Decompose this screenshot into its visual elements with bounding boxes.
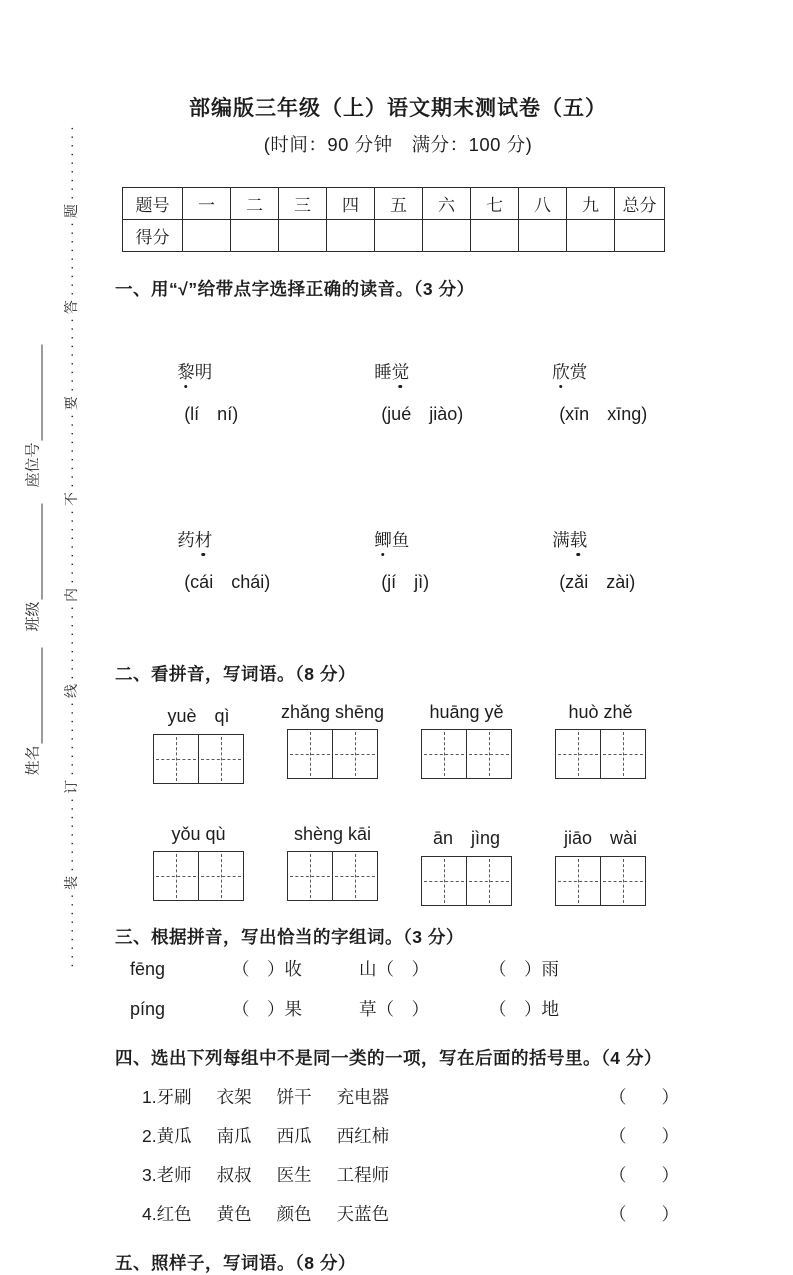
word-list — [142, 1195, 389, 1234]
word: 南瓜 — [216, 1126, 252, 1146]
grid-cell — [287, 729, 333, 779]
word-list — [142, 1117, 389, 1156]
dotted-char: 欣 — [552, 359, 570, 384]
word: 4.红色 — [142, 1204, 192, 1224]
score-empty-cell — [519, 220, 567, 252]
pinyin-options: (cái chái) — [184, 572, 271, 592]
pinyin-row-2 — [152, 824, 681, 906]
header-cell: 五 — [375, 188, 423, 220]
blank-word: （ ）地 — [489, 999, 559, 1019]
name-blank-line — [27, 648, 43, 744]
grid-cell — [198, 851, 244, 901]
grid-cell — [332, 729, 378, 779]
answer-parentheses: （ ） — [609, 1087, 679, 1107]
pinyin-label: huò zhě — [568, 702, 633, 722]
odd-one-out-row — [142, 1156, 681, 1195]
header-cell: 七 — [471, 188, 519, 220]
blank-word: 山（ ） — [359, 959, 429, 979]
word-group — [280, 702, 385, 784]
score-empty-cell — [423, 220, 471, 252]
grid-cell — [555, 856, 601, 906]
item-pre: 睡 — [374, 362, 392, 382]
seat-label: 座位号 — [24, 442, 42, 488]
pinyin-options: (jué jiào) — [381, 404, 464, 424]
dotted-char: 鲫 — [374, 527, 392, 552]
grid-cell — [466, 729, 512, 779]
page-subtitle: (时间：90 分钟 满分：100 分) — [263, 134, 533, 155]
seat-field — [22, 344, 43, 487]
class-label: 班级 — [24, 601, 42, 632]
writing-grid — [153, 734, 243, 784]
word-group — [420, 824, 513, 906]
grid-cell — [153, 734, 199, 784]
header-cell: 六 — [423, 188, 471, 220]
dotted-char: 觉 — [392, 359, 410, 384]
name-field — [22, 648, 43, 776]
dotted-char: 材 — [195, 527, 213, 552]
score-label-cell: 得分 — [123, 220, 183, 252]
score-table — [122, 187, 665, 252]
word-group — [152, 702, 245, 784]
word: 叔叔 — [216, 1165, 252, 1185]
section1-heading: 一、用“√”给带点字选择正确的读音。（3 分） — [115, 279, 475, 299]
section2-heading: 二、看拼音，写词语。（8 分） — [115, 664, 356, 684]
answer-parentheses: （ ） — [609, 1204, 679, 1224]
pinyin-options: (lí ní) — [184, 404, 239, 424]
pinyin-options: (jí jì) — [381, 572, 430, 592]
pinyin-row-1 — [152, 702, 681, 784]
answer-parentheses: （ ） — [609, 1126, 679, 1146]
name-label: 姓名 — [24, 745, 42, 776]
grid-cell — [421, 729, 467, 779]
blank-word: （ ）雨 — [489, 959, 559, 979]
item-post: 明 — [194, 362, 213, 382]
binding-line-text: ·········装·········订·········线·········内·········不·········要·········答·········题········· — [63, 122, 79, 968]
word-group — [554, 824, 647, 906]
answer-parentheses: （ ） — [609, 1165, 679, 1185]
word: 黄色 — [216, 1204, 252, 1224]
word: 饼干 — [276, 1087, 312, 1107]
pinyin-options: (zǎi zài) — [559, 572, 636, 592]
header-cell: 一 — [183, 188, 231, 220]
writing-grid — [555, 729, 645, 779]
score-empty-cell — [279, 220, 327, 252]
odd-one-out-row — [142, 1195, 681, 1234]
pronunciation-item — [345, 477, 523, 645]
header-cell: 三 — [279, 188, 327, 220]
grid-cell — [600, 856, 646, 906]
header-cell: 八 — [519, 188, 567, 220]
pronunciation-item — [523, 477, 681, 645]
grid-cell — [153, 851, 199, 901]
item-pre: 满 — [552, 530, 570, 550]
pinyin-label: yǒu qù — [171, 824, 226, 844]
score-empty-cell — [375, 220, 423, 252]
score-empty-cell — [567, 220, 615, 252]
exam-paper — [115, 92, 681, 1275]
word: 3.老师 — [142, 1165, 192, 1185]
score-table-score-row — [123, 220, 665, 252]
score-empty-cell — [471, 220, 519, 252]
pronunciation-item — [523, 309, 681, 477]
score-empty-cell — [231, 220, 279, 252]
fill-char-row — [130, 989, 681, 1029]
pronunciation-item — [345, 309, 523, 477]
score-table-header-row — [123, 188, 665, 220]
word: 西红柿 — [336, 1126, 390, 1146]
grid-cell — [600, 729, 646, 779]
word: 工程师 — [336, 1165, 390, 1185]
word: 医生 — [276, 1165, 312, 1185]
word-group — [286, 824, 379, 906]
grid-cell — [332, 851, 378, 901]
writing-grid — [555, 856, 645, 906]
word: 颜色 — [276, 1204, 312, 1224]
section3-heading: 三、根据拼音，写出恰当的字组词。（3 分） — [115, 927, 464, 947]
pinyin-label: shèng kāi — [293, 824, 372, 844]
word: 1.牙刷 — [142, 1087, 192, 1107]
odd-one-out-row — [142, 1078, 681, 1117]
grid-cell — [198, 734, 244, 784]
section4-heading: 四、选出下列每组中不是同一类的一项，写在后面的括号里。（4 分） — [115, 1048, 662, 1068]
pinyin-label: ān jìng — [432, 828, 501, 848]
writing-grid — [421, 856, 511, 906]
blank-word: （ ）果 — [232, 999, 302, 1019]
pinyin-label: yuè qì — [167, 706, 230, 726]
pinyin-options: (xīn xīng) — [559, 404, 648, 424]
writing-grid — [287, 851, 377, 901]
score-empty-cell — [327, 220, 375, 252]
writing-grid — [287, 729, 377, 779]
word: 西瓜 — [276, 1126, 312, 1146]
header-cell: 总分 — [615, 188, 665, 220]
word-list — [142, 1078, 389, 1117]
word-list — [142, 1156, 389, 1195]
blank-word: 草（ ） — [359, 999, 429, 1019]
writing-grid — [421, 729, 511, 779]
section1-items — [148, 309, 681, 645]
class-field — [22, 503, 43, 631]
item-pre: 药 — [177, 530, 195, 550]
word-group — [152, 824, 245, 906]
score-empty-cell — [183, 220, 231, 252]
word: 2.黄瓜 — [142, 1126, 192, 1146]
class-blank-line — [27, 503, 43, 599]
blank-word: （ ）收 — [232, 959, 302, 979]
page-title: 部编版三年级（上）语文期末测试卷（五） — [189, 97, 607, 120]
word-group — [420, 702, 513, 784]
grid-cell — [466, 856, 512, 906]
odd-one-out-row — [142, 1117, 681, 1156]
pronunciation-item — [148, 477, 345, 645]
word: 充电器 — [336, 1087, 390, 1107]
pinyin-label: píng — [130, 999, 166, 1019]
item-post: 赏 — [569, 362, 588, 382]
item-post: 鱼 — [391, 530, 410, 550]
fill-char-row — [130, 949, 681, 989]
dotted-char: 黎 — [177, 359, 195, 384]
grid-cell — [287, 851, 333, 901]
header-cell: 二 — [231, 188, 279, 220]
grid-cell — [421, 856, 467, 906]
pronunciation-item — [148, 309, 345, 477]
writing-grid — [153, 851, 243, 901]
dotted-char: 载 — [570, 527, 588, 552]
word-group — [554, 702, 647, 784]
student-info-labels — [22, 344, 43, 775]
pinyin-label: huāng yě — [429, 702, 504, 722]
seat-blank-line — [27, 344, 43, 440]
section4-items — [142, 1078, 681, 1234]
header-cell: 四 — [327, 188, 375, 220]
pinyin-label: zhǎng shēng — [280, 702, 385, 722]
grid-cell — [555, 729, 601, 779]
header-cell: 九 — [567, 188, 615, 220]
score-empty-cell — [615, 220, 665, 252]
word: 衣架 — [216, 1087, 252, 1107]
pinyin-label: fēng — [130, 959, 166, 979]
pinyin-label: jiāo wài — [563, 828, 638, 848]
word: 天蓝色 — [336, 1204, 390, 1224]
header-cell: 题号 — [123, 188, 183, 220]
section5-heading: 五、照样子，写词语。（8 分） — [115, 1253, 356, 1273]
